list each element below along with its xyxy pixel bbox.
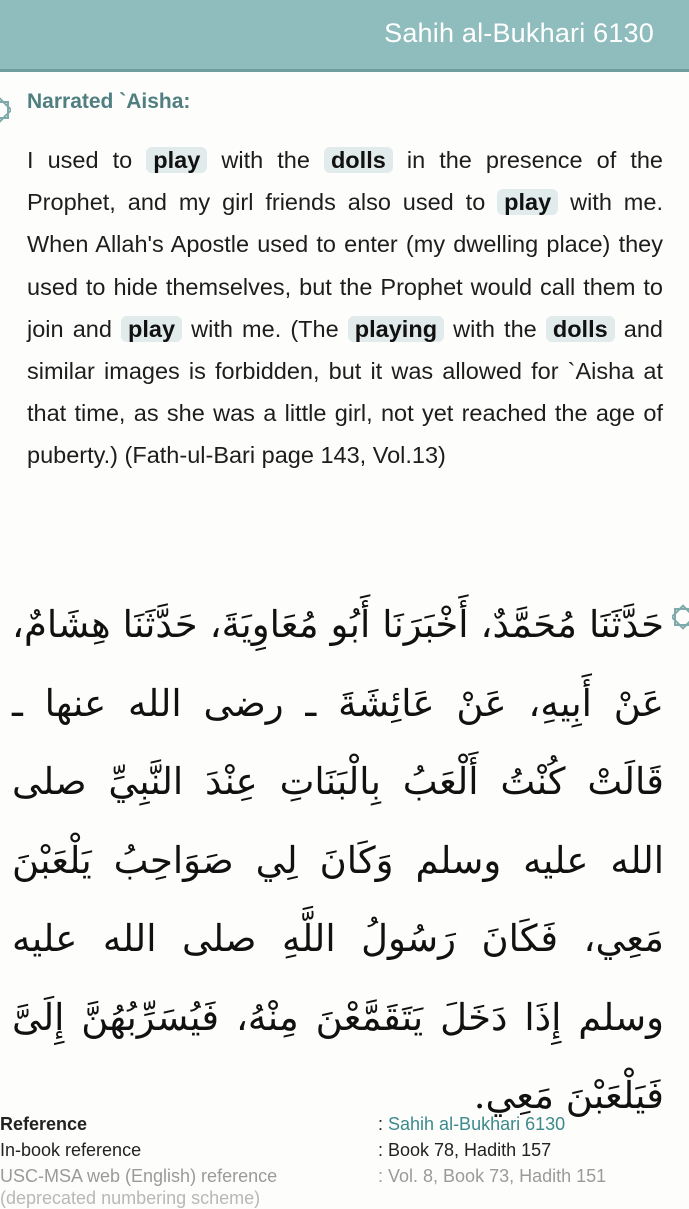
reference-row (0, 1111, 689, 1137)
reference-row (0, 1137, 689, 1163)
highlighted-term: dolls (324, 147, 393, 173)
app-header (0, 0, 689, 72)
text-run: and similar images is forbidden, but it was allowed for `Aisha at that time, as she was a little girl, not yet reached the age of puberty.) (Fath-ul-Bari page 143, Vol.13) (27, 315, 664, 469)
hadith-arabic-text: حَدَّثَنَا مُحَمَّدٌ، أَخْبَرَنَا أَبُو مُعَاوِيَةَ، حَدَّثَنَا هِشَامٌ، عَنْ أَبِيهِ، عَنْ عَائِشَةَ ـ رضى الله عنها ـ قَالَتْ كُنْتُ أَلْعَبُ بِالْبَنَاتِ عِنْدَ النَّبِيِّ صلى الله عليه وسلم وَكَانَ لِي صَوَاحِبُ يَلْعَبْنَ مَعِي، فَكَانَ رَسُولُ اللَّهِ صلى الله عليه وسلم إِذَا دَخَلَ يَتَقَمَّعْنَ مِنْهُ، فَيُسَرِّبُهُنَّ إِلَىَّ فَيَلْعَبْنَ مَعِي. (12, 603, 664, 1117)
octagram-bullet-icon (672, 600, 689, 634)
reference-label: USC-MSA web (English) reference (0, 1166, 278, 1186)
reference-value: : Vol. 8, Book 73, Hadith 151 (378, 1166, 607, 1186)
octagram-bullet-icon (0, 93, 11, 127)
highlighted-term: play (497, 189, 558, 215)
highlighted-term: play (121, 316, 182, 342)
reference-label: In-book reference (0, 1140, 142, 1160)
highlighted-term: playing (348, 316, 444, 342)
text-run: with the (444, 315, 546, 342)
text-run: in the presence of the Prophet, and my girl friends also used to (27, 147, 663, 216)
reference-value: : Book 78, Hadith 157 (378, 1140, 552, 1160)
text-run: with me. When Allah's Apostle used to enter (my dwelling place) they used to hide themselves, but the Prophet would call them to join and (27, 189, 663, 342)
reference-row (0, 1163, 689, 1189)
reference-link[interactable]: Sahih al-Bukhari 6130 (388, 1114, 566, 1134)
deprecated-scheme-note: (deprecated numbering scheme) (0, 1188, 261, 1208)
hadith-english-text (27, 139, 663, 477)
highlighted-term: dolls (546, 316, 615, 342)
reference-label: Reference (0, 1114, 88, 1134)
narrator-line: Narrated `Aisha: (27, 90, 191, 113)
reference-table (0, 1111, 689, 1189)
text-run: with the (207, 147, 324, 173)
page-title: Sahih al-Bukhari 6130 (384, 18, 654, 48)
reference-value[interactable]: : Sahih al-Bukhari 6130 (378, 1114, 566, 1134)
text-run: with me. (The (182, 315, 348, 342)
highlighted-term: play (146, 147, 207, 173)
text-run: I used to (27, 147, 147, 173)
